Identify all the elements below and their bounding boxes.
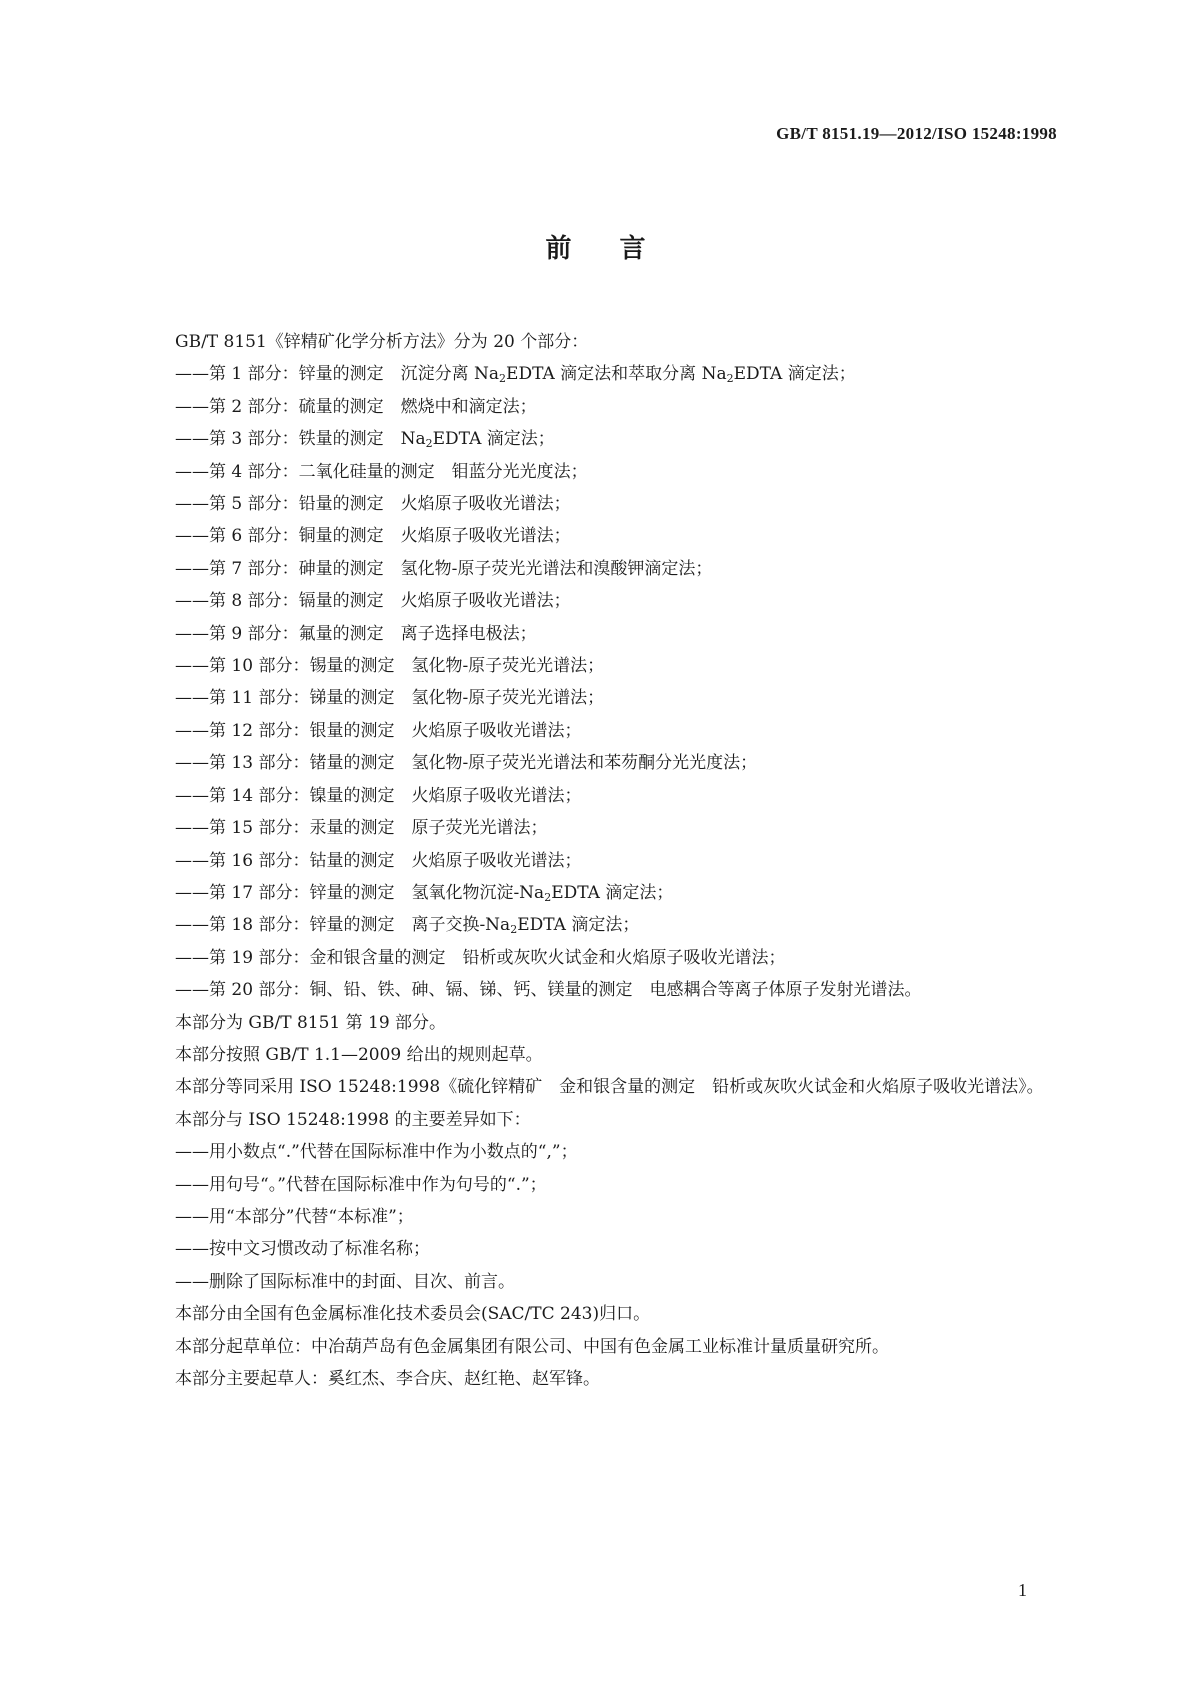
difference-item: ——删除了国际标准中的封面、目次、前言。 (175, 1271, 515, 1292)
item-text: ——第 4 部分：二氧化硅量的测定 钼蓝分光光度法； (175, 461, 588, 482)
difference-item: ——用小数点“.”代替在国际标准中作为小数点的“,”； (175, 1142, 578, 1163)
part-list-item (134, 650, 1056, 682)
difference-item: ——用句号“。”代替在国际标准中作为句号的“.”； (175, 1174, 547, 1195)
item-text: ——第 17 部分：锌量的测定 氢氧化物沉淀-Na (175, 882, 545, 903)
item-text: ——第 16 部分：钴量的测定 火焰原子吸收光谱法； (175, 850, 582, 871)
item-text: ——第 3 部分：铁量的测定 Na (175, 429, 426, 450)
difference-item: ——用“本部分”代替“本标准”； (175, 1206, 414, 1227)
item-text: EDTA 滴定法； (733, 364, 856, 385)
item-text: ——第 9 部分：氟量的测定 离子选择电极法； (175, 623, 537, 644)
page-number: 1 (1018, 1580, 1027, 1600)
part-list-item (134, 909, 1056, 941)
foreword-body (134, 326, 1056, 1395)
item-text: ——第 18 部分：锌量的测定 离子交换-Na (175, 915, 511, 936)
item-text: ——第 1 部分：锌量的测定 沉淀分离 Na (175, 364, 500, 385)
part-list-item (134, 812, 1056, 844)
part-list-item (134, 456, 1056, 488)
item-text: ——第 20 部分：铜、铅、铁、砷、镉、锑、钙、镁量的测定 电感耦合等离子体原子发射光谱法。 (175, 980, 922, 1001)
paragraph-drafting-rules: 本部分按照 GB/T 1.1—2009 给出的规则起草。 (175, 1044, 543, 1065)
part-list-item (134, 845, 1056, 877)
item-text: ——第 13 部分：锗量的测定 氢化物-原子荧光光谱法和苯芴酮分光光度法； (175, 753, 758, 774)
item-text: ——第 8 部分：镉量的测定 火焰原子吸收光谱法； (175, 591, 571, 612)
part-list-item (134, 618, 1056, 650)
paragraph-adoption: 本部分等同采用 ISO 15248:1998《硫化锌精矿 金和银含量的测定 铅析或灰吹火试金和火焰原子吸收光谱法》。 (175, 1077, 1044, 1098)
paragraph-drafting-units: 本部分起草单位：中冶葫芦岛有色金属集团有限公司、中国有色金属工业标准计量质量研究所。 (175, 1336, 889, 1357)
part-list-item (134, 585, 1056, 617)
part-list-item (134, 877, 1056, 909)
item-text: ——第 12 部分：银量的测定 火焰原子吸收光谱法； (175, 720, 582, 741)
part-list-item (134, 423, 1056, 455)
subscript: 2 (544, 890, 552, 904)
part-list-item (134, 488, 1056, 520)
item-text: ——第 11 部分：锑量的测定 氢化物-原子荧光光谱法； (175, 688, 605, 709)
paragraph-drafters: 本部分主要起草人：奚红杰、李合庆、赵红艳、赵军锋。 (175, 1369, 600, 1389)
part-list-item (134, 520, 1056, 552)
parts-list (134, 358, 1056, 1006)
item-text: ——第 14 部分：镍量的测定 火焰原子吸收光谱法； (175, 785, 582, 806)
item-text: ——第 19 部分：金和银含量的测定 铅析或灰吹火试金和火焰原子吸收光谱法； (175, 947, 786, 968)
item-text: EDTA 滴定法和萃取分离 Na (506, 364, 727, 385)
part-list-item (134, 780, 1056, 812)
page-title: 前言 (545, 234, 694, 264)
standard-code-header: GB/T 8151.19—2012/ISO 15248:1998 (776, 124, 1057, 143)
paragraph-part-of: 本部分为 GB/T 8151 第 19 部分。 (175, 1012, 447, 1033)
part-list-item (134, 974, 1056, 1006)
intro-paragraph: GB/T 8151《锌精矿化学分析方法》分为 20 个部分： (175, 332, 589, 352)
part-list-item (134, 391, 1056, 423)
item-text: ——第 10 部分：锡量的测定 氢化物-原子荧光光谱法； (175, 656, 605, 677)
part-list-item (134, 358, 1056, 390)
item-text: ——第 7 部分：砷量的测定 氢化物-原子荧光光谱法和溴酸钾滴定法； (175, 558, 713, 579)
difference-item: ——按中文习惯改动了标准名称； (175, 1239, 430, 1260)
subscript: 2 (510, 923, 518, 937)
paragraph-committee: 本部分由全国有色金属标准化技术委员会(SAC/TC 243)归口。 (175, 1304, 651, 1325)
item-text: EDTA 滴定法； (551, 882, 674, 903)
subscript: 2 (726, 372, 734, 386)
item-text: EDTA 滴定法； (432, 429, 555, 450)
part-list-item (134, 942, 1056, 974)
part-list-item (134, 553, 1056, 585)
item-text: EDTA 滴定法； (517, 915, 640, 936)
subscript: 2 (499, 372, 507, 386)
item-text: ——第 6 部分：铜量的测定 火焰原子吸收光谱法； (175, 526, 571, 547)
subscript: 2 (425, 437, 433, 451)
item-text: ——第 2 部分：硫量的测定 燃烧中和滴定法； (175, 396, 537, 417)
part-list-item (134, 747, 1056, 779)
item-text: ——第 5 部分：铅量的测定 火焰原子吸收光谱法； (175, 494, 571, 515)
part-list-item (134, 715, 1056, 747)
item-text: ——第 15 部分：汞量的测定 原子荧光光谱法； (175, 818, 548, 839)
part-list-item (134, 682, 1056, 714)
paragraph-differences: 本部分与 ISO 15248:1998 的主要差异如下： (175, 1109, 531, 1130)
